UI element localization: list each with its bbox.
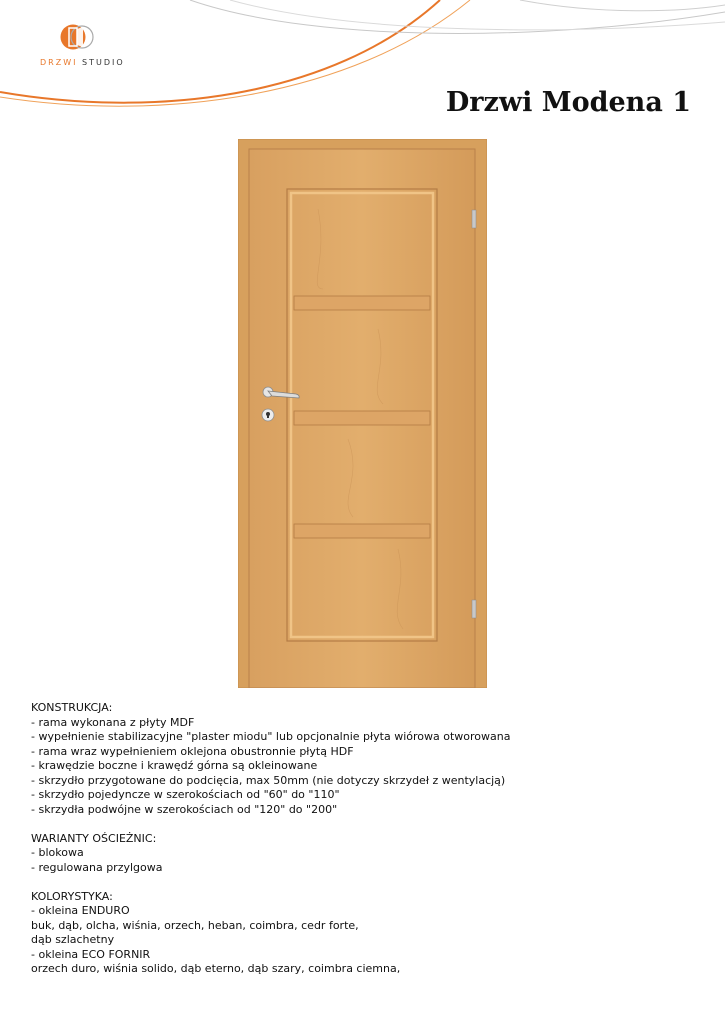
- door-logo-icon: [60, 20, 94, 54]
- door-illustration: [238, 139, 487, 688]
- list-item: - rama wraz wypełnieniem oklejona obustronnie płytą HDF: [31, 744, 354, 758]
- list-item: - skrzydło pojedyncze w szerokościach od "60" do "110": [31, 788, 340, 801]
- section-heading: KOLORYSTYKA:: [31, 889, 113, 903]
- product-description: [31, 701, 711, 991]
- list-item: - okleina ECO FORNIR: [31, 947, 151, 961]
- list-item: - rama wykonana z płyty MDF: [31, 715, 195, 729]
- brand-logo: [40, 20, 150, 70]
- list-item: buk, dąb, olcha, wiśnia, orzech, heban, coimbra, cedr forte,: [31, 918, 359, 932]
- list-item: - krawędzie boczne i krawędź górna są okleinowane: [31, 759, 318, 772]
- brand-name-part2: STUDIO: [82, 58, 125, 67]
- brand-name-part1: DRZWI: [40, 58, 78, 67]
- list-item: orzech duro, wiśnia solido, dąb eterno, dąb szary, coimbra ciemna,: [31, 962, 401, 975]
- list-item: - skrzydło przygotowane do podcięcia, max 50mm (nie dotyczy skrzydeł z wentylacją): [31, 773, 506, 787]
- list-item: - skrzydła podwójne w szerokościach od "120" do "200": [31, 802, 338, 816]
- section-heading: KONSTRUKCJA:: [31, 701, 113, 714]
- section-colors: [31, 890, 711, 977]
- list-item: - wypełnienie stabilizacyjne "plaster miodu" lub opcjonalnie płyta wiórowa otworowana: [31, 730, 511, 743]
- section-frame-variants: [31, 832, 711, 876]
- page-title: Drzwi Modena 1: [445, 87, 691, 118]
- section-heading: WARIANTY OŚCIEŻNIC:: [31, 831, 157, 845]
- list-item: - regulowana przylgowa: [31, 860, 163, 874]
- list-item: - okleina ENDURO: [31, 904, 130, 917]
- section-construction: [31, 701, 711, 817]
- list-item: - blokowa: [31, 846, 84, 859]
- list-item: dąb szlachetny: [31, 933, 115, 946]
- brand-name: [40, 58, 150, 67]
